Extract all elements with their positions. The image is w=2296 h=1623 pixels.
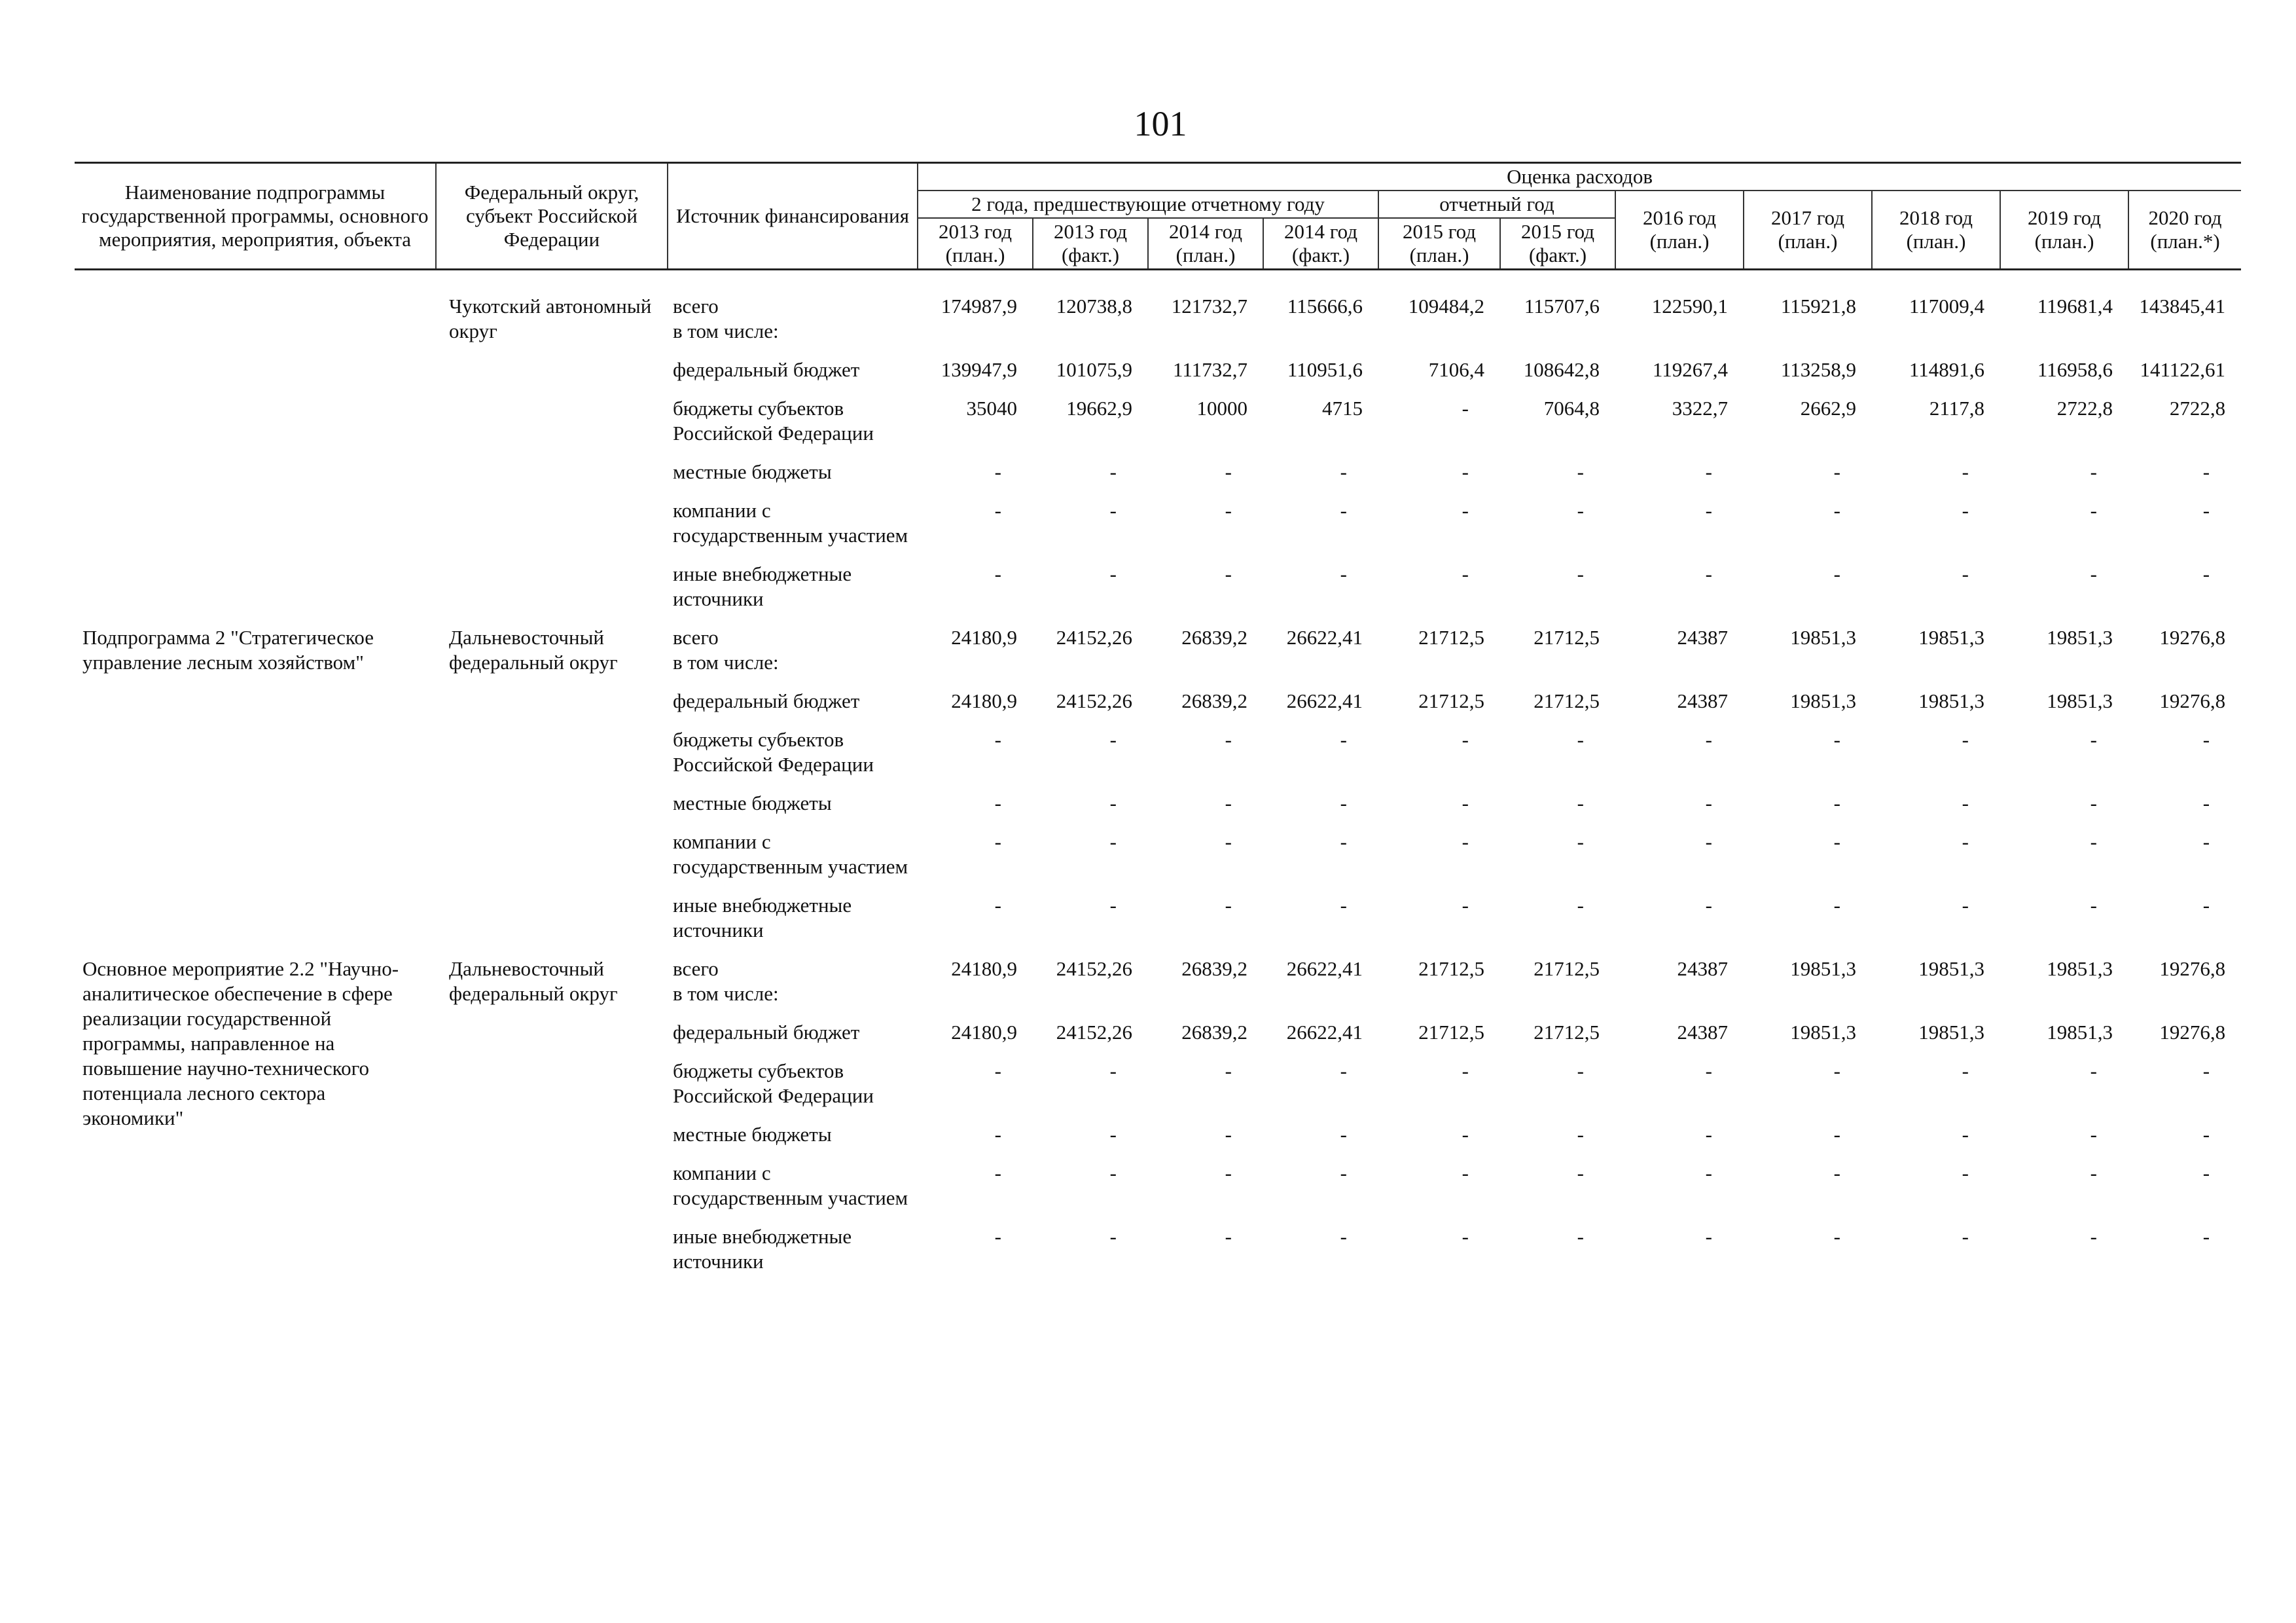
value-cell: -	[1962, 1123, 1969, 1146]
value-cell: 143845,41	[2139, 295, 2226, 318]
value-cell: -	[1705, 460, 1712, 483]
value-cell: -	[1833, 499, 1840, 522]
value-cell: -	[2202, 1225, 2210, 1248]
value-cell: 26622,41	[1286, 1021, 1363, 1044]
value-cell: 21712,5	[1418, 626, 1484, 649]
value-cell: -	[1109, 830, 1117, 853]
value-cell: 19851,3	[1790, 957, 1856, 980]
value-cell: -	[1462, 499, 1469, 522]
value-cell: -	[2202, 562, 2210, 585]
value-cell: 24387	[1677, 689, 1728, 712]
value-cell: -	[994, 1161, 1001, 1184]
value-cell: 24152,26	[1056, 689, 1132, 712]
value-cell: -	[1340, 1225, 1347, 1248]
value-cell: 24152,26	[1056, 626, 1132, 649]
source-cell: бюджеты субъектов Российской Федерации	[673, 728, 874, 776]
value-cell: -	[1962, 562, 1969, 585]
value-cell: -	[1577, 1059, 1584, 1082]
value-cell: -	[994, 728, 1001, 751]
value-cell: -	[1109, 499, 1117, 522]
value-cell: -	[1225, 728, 1232, 751]
value-cell: -	[1340, 1123, 1347, 1146]
value-cell: 19851,3	[2047, 689, 2113, 712]
value-cell: 4715	[1322, 397, 1363, 420]
value-cell: -	[1705, 894, 1712, 917]
value-cell: -	[994, 562, 1001, 585]
value-cell: -	[1833, 1161, 1840, 1184]
value-cell: -	[1462, 792, 1469, 814]
value-cell: 21712,5	[1534, 689, 1600, 712]
value-cell: -	[1109, 792, 1117, 814]
value-cell: -	[1225, 499, 1232, 522]
value-cell: -	[994, 792, 1001, 814]
value-cell: 24387	[1677, 1021, 1728, 1044]
source-cell: иные внебюджетные источники	[673, 894, 852, 941]
value-cell: 2662,9	[1800, 397, 1856, 420]
value-cell: -	[1833, 728, 1840, 751]
value-cell: 19851,3	[1790, 689, 1856, 712]
source-cell: федеральный бюджет	[673, 1021, 860, 1044]
value-cell: 139947,9	[941, 358, 1017, 381]
source-cell: всего в том числе:	[673, 295, 779, 342]
value-cell: 122590,1	[1651, 295, 1728, 318]
header-year: 2017 год (план.)	[1744, 191, 1872, 270]
value-cell: 21712,5	[1534, 1021, 1600, 1044]
value-cell: 19851,3	[1790, 626, 1856, 649]
table-row	[75, 270, 2241, 358]
header-report-year: отчетный год	[1378, 191, 1615, 218]
value-cell: -	[1462, 894, 1469, 917]
value-cell: -	[1109, 1123, 1117, 1146]
header-year: 2019 год (план.)	[2000, 191, 2128, 270]
value-cell: -	[1340, 562, 1347, 585]
value-cell: -	[1705, 1161, 1712, 1184]
value-cell: -	[1705, 499, 1712, 522]
district-cell: Дальневосточный федеральный округ	[449, 957, 618, 1005]
value-cell: 110951,6	[1287, 358, 1363, 381]
value-cell: -	[2090, 894, 2097, 917]
source-cell: бюджеты субъектов Российской Федерации	[673, 397, 874, 445]
page-number: 101	[1134, 104, 1187, 143]
value-cell: -	[2090, 792, 2097, 814]
value-cell: 19662,9	[1066, 397, 1132, 420]
value-cell: 24180,9	[951, 957, 1017, 980]
value-cell: 24180,9	[951, 689, 1017, 712]
value-cell: -	[1705, 1123, 1712, 1146]
value-cell: -	[1577, 894, 1584, 917]
header-year: 2013 год (план.)	[918, 218, 1033, 270]
header-district: Федеральный округ, субъект Российской Федерации	[436, 163, 668, 270]
value-cell: 26622,41	[1286, 626, 1363, 649]
value-cell: 113258,9	[1780, 358, 1856, 381]
value-cell: 19851,3	[2047, 1021, 2113, 1044]
value-cell: 119681,4	[2037, 295, 2113, 318]
value-cell: -	[1833, 1225, 1840, 1248]
source-cell: компании с государственным участием	[673, 499, 908, 547]
value-cell: -	[1462, 460, 1469, 483]
value-cell: -	[1577, 830, 1584, 853]
budget-table	[75, 162, 2241, 1288]
value-cell: 19276,8	[2159, 689, 2226, 712]
value-cell: 24152,26	[1056, 957, 1132, 980]
value-cell: -	[1340, 460, 1347, 483]
value-cell: -	[2202, 1059, 2210, 1082]
value-cell: -	[1109, 562, 1117, 585]
source-cell: местные бюджеты	[673, 1123, 832, 1146]
value-cell: 3322,7	[1672, 397, 1728, 420]
value-cell: 115707,6	[1524, 295, 1600, 318]
value-cell: -	[994, 894, 1001, 917]
value-cell: -	[1577, 562, 1584, 585]
value-cell: -	[1705, 1059, 1712, 1082]
district-cell: Чукотский автономный округ	[449, 295, 652, 342]
value-cell: -	[2090, 1059, 2097, 1082]
value-cell: -	[1340, 728, 1347, 751]
program-name-cell: Основное мероприятие 2.2 "Научно-аналитическое обеспечение в сфере реализации государственной программы, направленное на повышение научно-технического потенциала лесного сектора экономики"	[82, 957, 399, 1129]
value-cell: -	[1109, 894, 1117, 917]
source-cell: федеральный бюджет	[673, 689, 860, 712]
value-cell: 19276,8	[2159, 957, 2226, 980]
value-cell: -	[1109, 1161, 1117, 1184]
value-cell: -	[1225, 792, 1232, 814]
value-cell: -	[1577, 1123, 1584, 1146]
value-cell: -	[1705, 830, 1712, 853]
value-cell: 115921,8	[1780, 295, 1856, 318]
value-cell: -	[2090, 460, 2097, 483]
header-year: 2016 год (план.)	[1615, 191, 1744, 270]
value-cell: -	[1225, 460, 1232, 483]
value-cell: -	[1962, 792, 1969, 814]
value-cell: -	[1962, 728, 1969, 751]
source-cell: бюджеты субъектов Российской Федерации	[673, 1059, 874, 1107]
value-cell: 117009,4	[1909, 295, 1984, 318]
value-cell: -	[1340, 830, 1347, 853]
value-cell: -	[1462, 1225, 1469, 1248]
value-cell: -	[1833, 894, 1840, 917]
value-cell: -	[1225, 894, 1232, 917]
value-cell: -	[1833, 830, 1840, 853]
value-cell: -	[2090, 830, 2097, 853]
value-cell: 174987,9	[941, 295, 1017, 318]
value-cell: -	[1109, 1225, 1117, 1248]
value-cell: -	[1340, 1059, 1347, 1082]
value-cell: -	[994, 1123, 1001, 1146]
value-cell: 19851,3	[2047, 957, 2113, 980]
value-cell: -	[2090, 1123, 2097, 1146]
value-cell: 24387	[1677, 626, 1728, 649]
value-cell: 21712,5	[1418, 689, 1484, 712]
value-cell: -	[1340, 1161, 1347, 1184]
value-cell: -	[2202, 894, 2210, 917]
value-cell: -	[1462, 830, 1469, 853]
value-cell: 109484,2	[1408, 295, 1484, 318]
header-year: 2014 год (план.)	[1148, 218, 1263, 270]
source-cell: иные внебюджетные источники	[673, 562, 852, 610]
value-cell: 120738,8	[1056, 295, 1132, 318]
value-cell: -	[2090, 562, 2097, 585]
value-cell: -	[1340, 499, 1347, 522]
value-cell: -	[1962, 1161, 1969, 1184]
value-cell: -	[1462, 728, 1469, 751]
value-cell: -	[1462, 397, 1469, 420]
header-year: 2014 год (факт.)	[1263, 218, 1378, 270]
value-cell: -	[2090, 1225, 2097, 1248]
value-cell: 19851,3	[1918, 1021, 1984, 1044]
value-cell: -	[1962, 894, 1969, 917]
value-cell: 19851,3	[1918, 689, 1984, 712]
value-cell: -	[1833, 562, 1840, 585]
header-year: 2020 год (план.*)	[2128, 191, 2241, 270]
value-cell: -	[1462, 562, 1469, 585]
value-cell: -	[994, 1059, 1001, 1082]
value-cell: -	[1833, 792, 1840, 814]
program-name-cell: Подпрограмма 2 "Стратегическое управление лесным хозяйством"	[82, 626, 374, 674]
value-cell: 111732,7	[1173, 358, 1247, 381]
value-cell: -	[1109, 728, 1117, 751]
table-body	[75, 270, 2241, 1288]
value-cell: -	[994, 499, 1001, 522]
value-cell: 26839,2	[1181, 957, 1247, 980]
value-cell: -	[994, 830, 1001, 853]
value-cell: 19851,3	[1918, 957, 1984, 980]
value-cell: -	[1962, 1225, 1969, 1248]
value-cell: -	[1705, 728, 1712, 751]
source-cell: компании с государственным участием	[673, 1161, 908, 1209]
value-cell: 10000	[1196, 397, 1247, 420]
value-cell: -	[1462, 1123, 1469, 1146]
value-cell: -	[2202, 460, 2210, 483]
value-cell: 19851,3	[1790, 1021, 1856, 1044]
value-cell: -	[1577, 728, 1584, 751]
value-cell: -	[1962, 499, 1969, 522]
value-cell: -	[2202, 1161, 2210, 1184]
header-prev-years: 2 года, предшествующие отчетному году	[918, 191, 1378, 218]
value-cell: -	[2202, 499, 2210, 522]
value-cell: 19276,8	[2159, 1021, 2226, 1044]
value-cell: -	[1705, 562, 1712, 585]
value-cell: -	[1577, 460, 1584, 483]
source-cell: компании с государственным участием	[673, 830, 908, 878]
value-cell: -	[1225, 830, 1232, 853]
value-cell: -	[2090, 499, 2097, 522]
value-cell: -	[2202, 792, 2210, 814]
header-source: Источник финансирования	[668, 163, 918, 270]
value-cell: -	[1109, 1059, 1117, 1082]
value-cell: 26622,41	[1286, 957, 1363, 980]
value-cell: 24180,9	[951, 1021, 1017, 1044]
value-cell: 116958,6	[2037, 358, 2113, 381]
value-cell: -	[1833, 460, 1840, 483]
value-cell: 115666,6	[1287, 295, 1363, 318]
value-cell: 21712,5	[1418, 1021, 1484, 1044]
value-cell: -	[1225, 1161, 1232, 1184]
table-header	[75, 163, 2241, 270]
district-cell: Дальневосточный федеральный округ	[449, 626, 618, 674]
value-cell: 21712,5	[1418, 957, 1484, 980]
header-year: 2018 год (план.)	[1872, 191, 2000, 270]
header-year: 2013 год (факт.)	[1033, 218, 1148, 270]
table-row	[75, 625, 2241, 689]
source-cell: местные бюджеты	[673, 792, 832, 814]
value-cell: -	[1225, 1225, 1232, 1248]
source-cell: всего в том числе:	[673, 626, 779, 674]
value-cell: -	[1340, 894, 1347, 917]
value-cell: -	[1962, 1059, 1969, 1082]
value-cell: 21712,5	[1534, 957, 1600, 980]
source-cell: федеральный бюджет	[673, 358, 860, 381]
value-cell: -	[2202, 830, 2210, 853]
value-cell: -	[2202, 1123, 2210, 1146]
value-cell: 35040	[966, 397, 1017, 420]
value-cell: -	[1705, 792, 1712, 814]
value-cell: -	[1340, 792, 1347, 814]
value-cell: -	[1577, 1161, 1584, 1184]
value-cell: -	[1462, 1059, 1469, 1082]
value-cell: 101075,9	[1056, 358, 1132, 381]
value-cell: -	[1577, 499, 1584, 522]
value-cell: 24387	[1677, 957, 1728, 980]
program-name-cell	[75, 270, 436, 626]
value-cell: 24152,26	[1056, 1021, 1132, 1044]
value-cell: 19276,8	[2159, 626, 2226, 649]
value-cell: 26839,2	[1181, 626, 1247, 649]
value-cell: -	[1833, 1123, 1840, 1146]
value-cell: 19851,3	[2047, 626, 2113, 649]
source-cell: иные внебюджетные источники	[673, 1225, 852, 1273]
value-cell: 26839,2	[1181, 1021, 1247, 1044]
value-cell: -	[1705, 1225, 1712, 1248]
value-cell: -	[2090, 728, 2097, 751]
value-cell: -	[1962, 460, 1969, 483]
value-cell: -	[1225, 562, 1232, 585]
header-name: Наименование подпрограммы государственной программы, основного мероприятия, мероприятия, объекта	[75, 163, 436, 270]
value-cell: 119267,4	[1652, 358, 1728, 381]
value-cell: -	[1833, 1059, 1840, 1082]
value-cell: -	[1577, 792, 1584, 814]
header-year: 2015 год (план.)	[1378, 218, 1500, 270]
value-cell: -	[1577, 1225, 1584, 1248]
value-cell: 114891,6	[1909, 358, 1984, 381]
value-cell: 7106,4	[1428, 358, 1484, 381]
value-cell: -	[2202, 728, 2210, 751]
value-cell: -	[1109, 460, 1117, 483]
value-cell: -	[994, 460, 1001, 483]
value-cell: -	[1225, 1123, 1232, 1146]
value-cell: 26839,2	[1181, 689, 1247, 712]
value-cell: 2722,8	[2056, 397, 2113, 420]
value-cell: 24180,9	[951, 626, 1017, 649]
value-cell: -	[1962, 830, 1969, 853]
value-cell: -	[1462, 1161, 1469, 1184]
table-row	[75, 957, 2241, 1020]
value-cell: 7064,8	[1543, 397, 1600, 420]
source-cell: местные бюджеты	[673, 460, 832, 483]
value-cell: 2722,8	[2169, 397, 2226, 420]
value-cell: 141122,61	[2140, 358, 2226, 381]
value-cell: -	[1225, 1059, 1232, 1082]
value-cell: 2117,8	[1929, 397, 1984, 420]
value-cell: -	[2090, 1161, 2097, 1184]
header-year: 2015 год (факт.)	[1500, 218, 1615, 270]
value-cell: 26622,41	[1286, 689, 1363, 712]
value-cell: -	[994, 1225, 1001, 1248]
source-cell: всего в том числе:	[673, 957, 779, 1005]
value-cell: 108642,8	[1523, 358, 1600, 381]
value-cell: 21712,5	[1534, 626, 1600, 649]
value-cell: 19851,3	[1918, 626, 1984, 649]
value-cell: 121732,7	[1171, 295, 1247, 318]
header-expenses: Оценка расходов	[918, 163, 2241, 191]
